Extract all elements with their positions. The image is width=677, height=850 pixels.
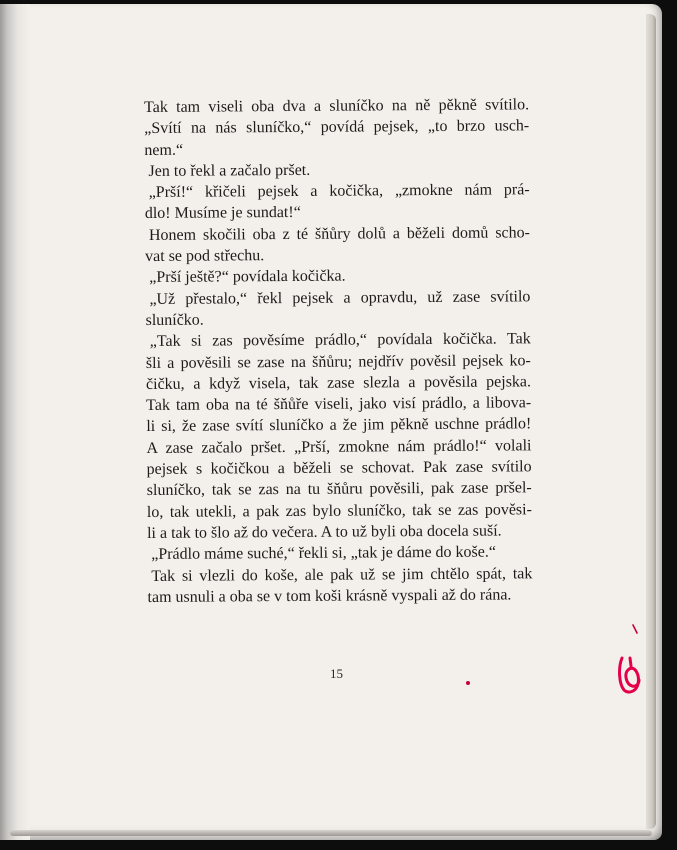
text-line: A zase začalo pršet. „Prší, zmokne nám prádlo!“ volali xyxy=(146,437,532,457)
text-line: Jen to řekl a začalo pršet. xyxy=(148,161,311,180)
text-line: lo, tak utekli, a pak zas bylo sluníčko, tak se zas pověsi- xyxy=(146,500,532,521)
text-line: tam usnuli a oba se v tom koši krásně vyspali až do rána. xyxy=(147,586,512,606)
paragraph xyxy=(147,563,532,608)
text-line: čičku, a když visela, tak zase slezla a pověsila pejska. xyxy=(145,373,532,393)
book-spine-shadow xyxy=(0,4,30,840)
text-line: Honem skočili oba z té šňůry dolů a běželi domů scho- xyxy=(148,224,531,244)
paragraph xyxy=(144,94,529,161)
page-edge xyxy=(646,14,656,829)
paragraph xyxy=(147,542,532,566)
text-line: šli a pověsili se zase na šňůru; nejdřív pověsil pejsek ko- xyxy=(145,351,531,372)
paragraph xyxy=(144,158,529,182)
red-ink-dot xyxy=(466,681,470,685)
text-line: Tak si vlezli do koše, ale pak už se jim chtělo spát, tak xyxy=(151,564,533,585)
text-line: vat se pod střechu. xyxy=(145,247,265,266)
story-text xyxy=(144,94,533,608)
paragraph xyxy=(145,265,530,289)
text-line: „Tak si zas pověsíme prádlo,“ povídala kočička. Tak xyxy=(149,330,531,351)
bottom-page-edge xyxy=(10,830,652,836)
red-pen-tick-icon xyxy=(632,624,638,634)
paragraph xyxy=(146,329,532,545)
text-line: sluníčko. xyxy=(145,311,204,329)
text-line: nem.“ xyxy=(144,141,184,159)
text-line: Tak tam viseli oba dva a sluníčko na ně pěkně svítilo. xyxy=(144,96,530,116)
text-line: pejsek s kočičkou a běželi se schovat. Pak zase svítilo xyxy=(146,458,532,479)
book-page xyxy=(0,4,662,840)
paragraph xyxy=(145,222,530,267)
page-number: 15 xyxy=(330,666,343,681)
text-line: dlo! Musíme je sundat!“ xyxy=(144,204,301,223)
text-line: sluníčko, tak se zas na tu šňůru pověsili, pak zase pršel- xyxy=(146,479,532,500)
text-line: li a tak to šlo až do večera. A to už byli oba docela suší. xyxy=(146,522,502,542)
paragraph xyxy=(145,179,530,224)
paragraph xyxy=(145,286,530,331)
text-line: „Prší ještě?“ povídala kočička. xyxy=(149,267,346,287)
text-line: li si, že zase svítí sluníčko a že jim pěkně uschne prádlo! xyxy=(146,415,532,436)
red-pen-scribble-icon xyxy=(616,654,642,696)
text-line: „Prádlo máme suché,“ řekli si, „tak je dáme do koše.“ xyxy=(151,543,497,564)
text-line: Tak tam oba na té šňůře viseli, jako visí prádlo, a libova- xyxy=(146,394,532,415)
text-line: „Svítí na nás sluníčko,“ povídá pejsek, „to brzo usch- xyxy=(144,117,530,138)
text-line: „Už přestalo,“ řekl pejsek a opravdu, už zase svítilo xyxy=(149,287,531,308)
text-line: „Prší!“ křičeli pejsek a kočička, „zmokne nám prá- xyxy=(148,181,530,202)
